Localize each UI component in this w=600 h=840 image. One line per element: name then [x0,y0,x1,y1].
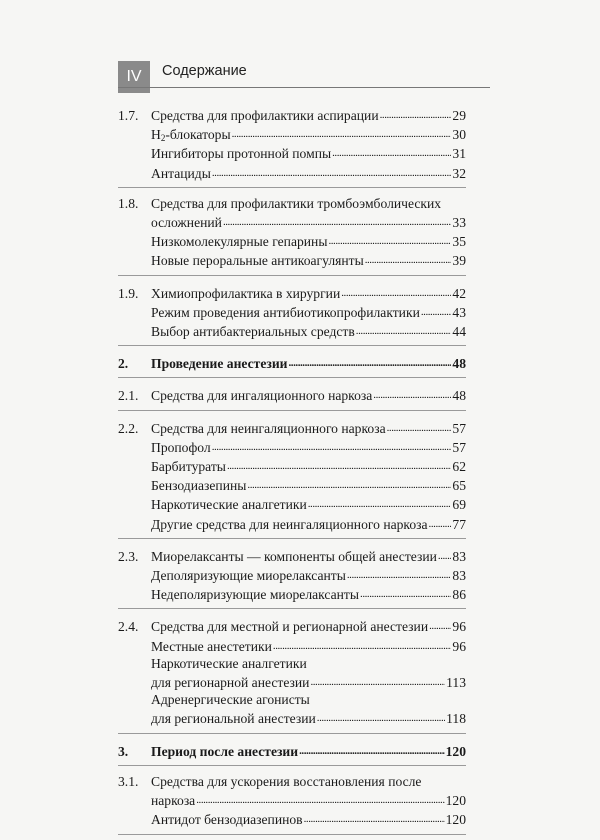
entry-title: Бензодиазепины [151,478,247,494]
toc-subentry [118,809,466,828]
chapter-number: 2. [118,356,129,372]
page-ref: 31 [452,146,466,162]
section-number: 1.9. [118,285,139,301]
toc-entry-continued [118,212,466,231]
page-ref: 32 [452,165,466,181]
leader-dots [310,672,445,691]
toc-section-3-1 [118,771,466,835]
page-ref: 43 [452,304,466,320]
toc-entry [118,418,466,437]
toc-subentry [118,475,466,494]
entry-title: для регионарной анестезии [151,675,310,691]
page-ref: 62 [452,459,466,475]
leader-dots [438,546,451,565]
leader-dots [332,143,451,162]
toc-section-1-7 [118,103,466,188]
leader-dots [299,741,445,760]
page-ref: 65 [452,478,466,494]
leader-dots [317,708,445,727]
leader-dots [227,456,451,475]
leader-dots [347,565,451,584]
toc-section-2-2 [118,416,466,539]
page-ref: 42 [452,285,466,301]
page-ref: 69 [452,497,466,513]
toc-chapter-3 [118,739,466,766]
page-ref: 57 [452,420,466,436]
toc-subentry-continued [118,672,466,691]
page-ref: 29 [452,108,466,123]
page-number: IV [118,61,150,93]
entry-title: Средства для местной и регионарной анестезии [151,619,429,635]
toc-subentry [118,655,466,672]
page-ref: 77 [452,516,466,532]
entry-title: Недеполяризующие миорелаксанты [151,587,360,603]
entry-title: $H_2$-блокаторы [151,127,231,144]
entry-title: Химиопрофилактика в хирургии [151,285,341,301]
toc-entry [118,105,466,124]
page-ref: 83 [452,548,466,564]
section-number: 2.2. [118,420,139,436]
toc-entry [118,283,466,302]
section-number: 2.3. [118,548,139,564]
page-header [118,61,490,93]
toc-entry [118,773,466,790]
chapter-title: Проведение анестезии [151,356,288,372]
leader-dots [212,437,451,456]
entry-title: Адренергические агонисты [151,692,310,708]
leader-dots [373,385,451,404]
toc-chapter-2 [118,351,466,378]
entry-title: Наркотические аналгетики [151,655,307,671]
leader-dots [212,163,451,182]
entry-title: Наркотические аналгетики [151,497,307,513]
chapter-title: Период после анестезии [151,743,299,759]
toc-entry-continued [118,790,466,809]
entry-title: Барбитураты [151,459,226,475]
header-title: Содержание [162,63,247,79]
entry-title: для региональной анестезии [151,711,316,727]
toc-subentry [118,124,466,143]
header-rule [118,87,490,88]
toc-subentry [118,163,466,182]
leader-dots [289,353,452,372]
leader-dots [247,475,451,494]
page-ref: 33 [452,215,466,231]
page-ref: 120 [445,743,466,759]
entry-title: Пропофол [151,439,211,455]
leader-dots [356,321,451,340]
page-ref: 96 [452,638,466,654]
entry-title: Новые пероральные антикоагулянты [151,253,364,269]
leader-dots [223,212,451,231]
toc-subentry [118,302,466,321]
toc-subentry [118,143,466,162]
section-number: 1.8. [118,195,139,211]
leader-dots [341,283,451,302]
toc-subentry [118,514,466,533]
toc-entry [118,195,466,212]
toc-section-1-9 [118,281,466,347]
entry-title: Средства для неингаляционного наркоза [151,420,386,436]
page-ref: 48 [452,356,466,372]
toc-section-2-3 [118,544,466,610]
toc-subentry [118,321,466,340]
entry-title: Выбор антибактериальных средств [151,324,355,340]
leader-dots [308,494,451,513]
entry-title: наркоза [151,793,196,809]
page-ref: 39 [452,253,466,269]
leader-dots [328,231,451,250]
entry-title: Антациды [151,165,211,181]
page-ref: 57 [452,439,466,455]
entry-title: Средства для профилактики тромбоэмболических [151,195,442,211]
entry-title: Низкомолекулярные гепарины [151,234,328,250]
leader-dots [273,636,451,655]
toc-subentry [118,250,466,269]
toc-subentry [118,494,466,513]
entry-title: Средства для ускорения восстановления после [151,773,422,789]
page-ref: 30 [452,127,466,143]
section-number: 3.1. [118,773,139,789]
page-ref: 120 [445,793,466,809]
entry-title: Ингибиторы протонной помпы [151,146,332,162]
leader-dots [429,514,451,533]
toc-subentry [118,231,466,250]
leader-dots [365,250,451,269]
toc-section-2-4 [118,614,466,733]
page-ref: 120 [445,812,466,828]
leader-dots [387,418,451,437]
toc-chapter-entry [118,353,466,372]
toc-subentry [118,456,466,475]
toc-subentry [118,691,466,708]
page-ref: 113 [446,675,466,691]
entry-title: Миорелаксанты — компоненты общей анестезии [151,548,437,564]
section-number: 2.1. [118,388,139,404]
leader-dots [232,124,451,143]
entry-title: Режим проведения антибиотикопрофилактики [151,304,420,320]
toc-entry [118,385,466,404]
page-ref: 48 [452,388,466,404]
leader-dots [429,616,451,635]
toc-section-1-8 [118,193,466,276]
entry-title: Антидот бензодиазепинов [151,812,303,828]
page-ref: 35 [452,234,466,250]
toc-chapter-entry [118,741,466,760]
entry-title: Другие средства для неингаляционного наркоза [151,516,428,532]
toc-subentry [118,584,466,603]
chapter-number: 3. [118,743,129,759]
toc-entry [118,546,466,565]
table-of-contents [118,103,466,840]
toc-subentry-continued [118,708,466,727]
leader-dots [380,105,451,124]
page-ref: 96 [452,619,466,635]
toc-subentry [118,636,466,655]
toc-subentry [118,565,466,584]
entry-title: Средства для ингаляционного наркоза [151,388,373,404]
leader-dots [421,302,451,321]
entry-title: осложнений [151,215,222,231]
toc-subentry [118,437,466,456]
entry-title: Средства для профилактики аспирации [151,108,379,123]
toc-section-2-1 [118,383,466,410]
page-ref: 118 [446,711,466,727]
entry-title: Местные анестетики [151,638,272,654]
leader-dots [304,809,445,828]
toc-entry [118,616,466,635]
page-ref: 44 [452,324,466,340]
section-number: 1.7. [118,108,139,123]
leader-dots [196,790,444,809]
section-number: 2.4. [118,619,139,635]
entry-title: Деполяризующие миорелаксанты [151,568,346,584]
page-ref: 83 [452,568,466,584]
leader-dots [360,584,451,603]
page-ref: 86 [452,587,466,603]
